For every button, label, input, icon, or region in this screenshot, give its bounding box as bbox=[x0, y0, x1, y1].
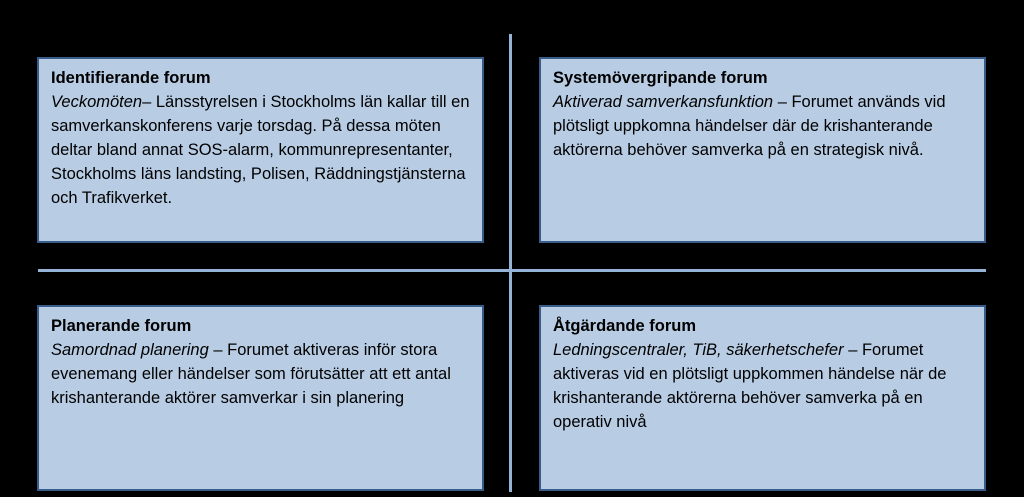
quadrant-subtitle: Aktiverad samverkansfunktion bbox=[553, 93, 774, 111]
quadrant-identifierande-forum bbox=[37, 57, 484, 243]
quadrant-text: – Forumet används vid plötsligt uppkomna händelser där de krishanterande aktörerna behöver samverka på en strategisk nivå. bbox=[553, 93, 946, 159]
quadrant-atgardande-forum bbox=[539, 305, 986, 491]
quadrant-title: Planerande forum bbox=[51, 317, 192, 335]
quadrant-text: – Länsstyrelsen i Stockholms län kallar till en samverkanskonferens varje torsdag. På dessa möten deltar bland annat SOS-alarm, kommunrepresentanter, Stockholms läns landsting, Polisen, Räddningstjänsterna och Trafikverket. bbox=[51, 93, 470, 207]
quadrant-text: – Forumet aktiveras vid en plötsligt uppkommen händelse när de krishanterande aktörerna behöver samverka på en operativ nivå bbox=[553, 341, 947, 431]
quadrant-subtitle: Samordnad planering bbox=[51, 341, 209, 359]
quadrant-title: Systemövergripande forum bbox=[553, 69, 768, 87]
quadrant-subtitle: Ledningscentraler, TiB, säkerhetschefer bbox=[553, 341, 844, 359]
quadrant-subtitle: Veckomöten bbox=[51, 93, 143, 111]
vertical-axis bbox=[509, 34, 512, 492]
quadrant-title: Identifierande forum bbox=[51, 69, 211, 87]
quadrant-title: Åtgärdande forum bbox=[553, 317, 697, 335]
quadrant-text: – Forumet aktiveras inför stora evenemang eller händelser som förutsätter att ett antal krishanterande aktörer samverkar i sin planering bbox=[51, 341, 451, 407]
horizontal-axis bbox=[38, 269, 986, 272]
quadrant-planerande-forum bbox=[37, 305, 484, 491]
quadrant-systemovergripande-forum bbox=[539, 57, 986, 243]
